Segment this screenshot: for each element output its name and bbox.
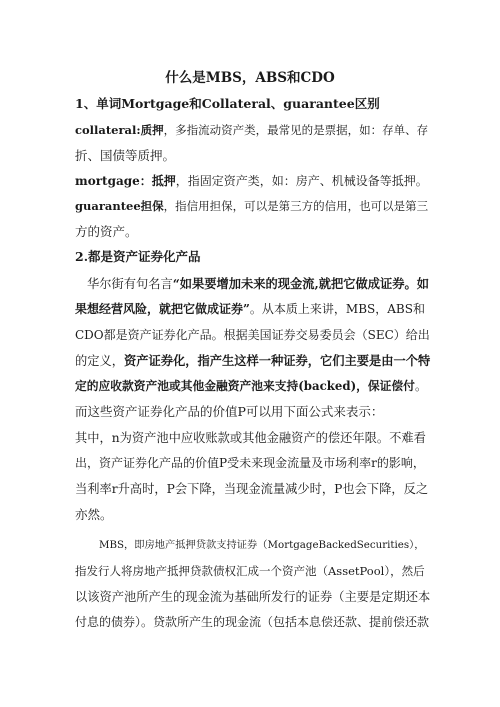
section-heading-1: 1、单词Mortgage和Collateral、guarantee区别 (75, 96, 380, 111)
paragraph-line (87, 276, 429, 292)
definition-text: 资产证券化，指产生这样一种证券，它们主要是由一个特 (124, 353, 431, 368)
guarantee-text: ，指信用担保，可以是第三方的信用，也可以是第三 (163, 199, 429, 213)
paragraph-line: CDO都是资产证券化产品。根据美国证券交易委员会（SEC）给出 (75, 328, 430, 342)
page-title: 什么是MBS，ABS和CDO (165, 70, 335, 86)
guarantee-line (75, 198, 428, 214)
term-guarantee: guarantee担保 (75, 199, 164, 213)
paragraph-text: 的定义， (75, 354, 124, 368)
term-mortgage: mortgage：抵押 (75, 174, 176, 188)
paragraph-line: 其中，n为资产池中应收账款或其他金融资产的偿还年限。不难看 (75, 431, 426, 445)
collateral-line-2: 折、国债等质押。 (75, 148, 176, 163)
paragraph-line: 而这些资产证券化产品的价值P可以用下面公式来表示： (75, 404, 384, 419)
paragraph-line (75, 353, 430, 369)
quote-text: 果想经营风险，就把它做成证券” (75, 302, 250, 316)
section-heading-2: 2.都是资产证券化产品 (75, 249, 201, 264)
paragraph-line (75, 301, 425, 317)
paragraph-line: 当利率r升高时，P会下降，当现金流量减少时，P也会下降，反之 (75, 482, 429, 496)
paragraph-line: 以该资产池所产生的现金流为基础所发行的证券（主要是定期还本 (75, 590, 431, 604)
paragraph-line: 付息的债券）。贷款所产生的现金流（包括本息偿还款、提前偿还款 (75, 615, 430, 629)
quote-intro: 华尔街有句名言 (87, 277, 173, 291)
guarantee-line-2: 方的资产。 (75, 224, 138, 239)
paragraph-text: 。 (414, 379, 427, 393)
mortgage-line (75, 173, 428, 189)
term-collateral: collateral:质押 (75, 123, 164, 137)
quote-text: “如果要增加未来的现金流,就把它做成证券。如 (172, 276, 430, 291)
definition-text: 定的应收款资产池或其他金融资产池来支持(backed)，保证偿付 (75, 379, 415, 393)
mortgage-text: ，指固定资产类，如：房产、机械设备等抵押。 (175, 174, 428, 188)
collateral-text: ，多指流动资产类，最常见的是票据，如：存单、存 (163, 123, 429, 137)
collateral-line (75, 122, 428, 138)
paragraph-line: 亦然。 (75, 507, 113, 522)
paragraph-text: 。从本质上来讲，MBS，ABS和 (249, 302, 425, 316)
paragraph-line: MBS，即房地产抵押贷款支持证券（MortgageBackedSecurities）， (99, 539, 425, 551)
paragraph-line: 出，资产证券化产品的价值P受未来现金流量及市场利率r的影响， (75, 456, 425, 470)
paragraph-line: 指发行人将房地产抵押贷款债权汇成一个资产池（AssetPool），然后 (75, 564, 425, 578)
paragraph-line (75, 378, 427, 394)
